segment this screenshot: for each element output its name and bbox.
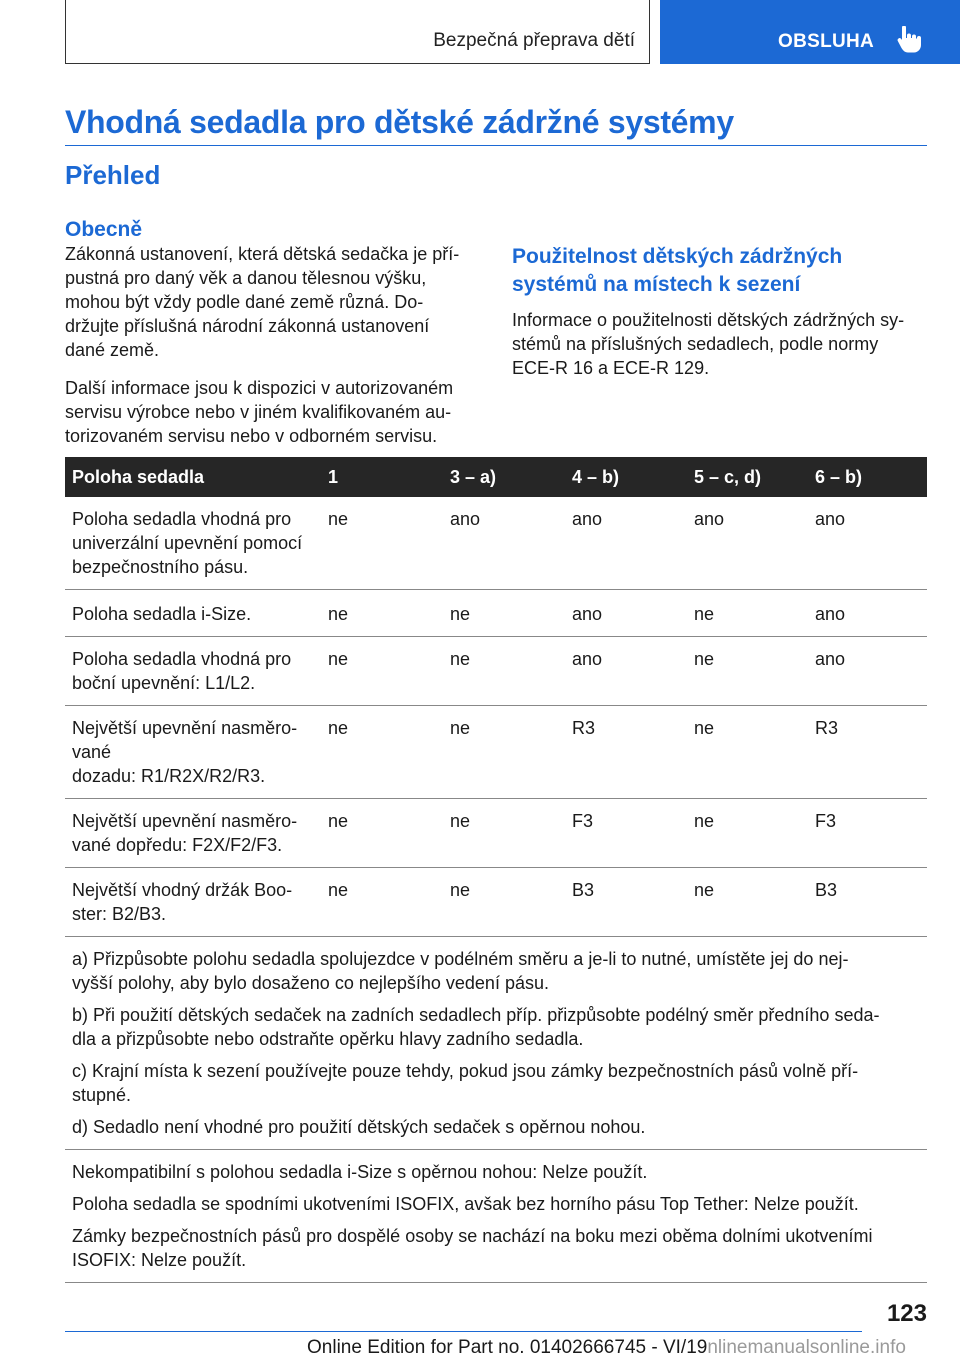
footnote: c) Krajní místa k sezení používejte pouze tehdy, pokud jsou zámky bezpečnostních pásů volně pří- stupné. — [72, 1061, 859, 1105]
table-cell: ano — [694, 509, 725, 529]
table-cell: ne — [328, 718, 349, 738]
note: Poloha sedadla se spodními ukotveními ISOFIX, avšak bez horního pásu Top Tether: Nelze použít. — [72, 1194, 859, 1214]
table-cell: ano — [815, 604, 846, 624]
table-row — [65, 706, 927, 799]
table-footnotes — [65, 937, 927, 1150]
table-cell: ne — [694, 811, 715, 831]
table-cell: B3 — [572, 880, 595, 900]
title-divider — [65, 145, 927, 146]
table-cell: ne — [328, 880, 349, 900]
table-row — [65, 868, 927, 937]
child-seat-table — [65, 457, 927, 1283]
page-title: Vhodná sedadla pro dětské zádržné systémy — [65, 104, 734, 140]
table-cell: B3 — [815, 880, 838, 900]
row-label: Poloha sedadla i-Size. — [72, 604, 252, 624]
row-label: Největší vhodný držák Boo- ster: B2/B3. — [72, 880, 293, 924]
table-cell: ne — [328, 509, 349, 529]
footnote: a) Přizpůsobte polohu sedadla spolujezdce v podélném směru a je-li to nutné, umístěte jej do nej- vyšší polohy, aby bylo dosaženo co nejlepšího vedení pásu. — [72, 949, 849, 993]
table-cell: ne — [694, 649, 715, 669]
table-cell: ne — [450, 604, 471, 624]
note: Zámky bezpečnostních pásů pro dospělé osoby se nachází na boku mezi oběma dolními ukotveními ISOFIX: Nelze použít. — [72, 1226, 873, 1270]
row-label: Největší upevnění nasměro- vané dopředu: F2X/F2/F3. — [72, 811, 298, 855]
usability-heading: Použitelnost dětských zádržných systémů na místech k sezení — [512, 245, 843, 296]
row-label: Poloha sedadla vhodná pro boční upevnění: L1/L2. — [72, 649, 292, 693]
table-row — [65, 799, 927, 868]
table-notes — [65, 1150, 927, 1283]
header-chapter-label: OBSLUHA — [778, 31, 875, 52]
table-header-cell: 1 — [328, 466, 339, 487]
table-cell: ano — [572, 649, 603, 669]
footnote: d) Sedadlo není vhodné pro použití dětských sedaček s opěrnou nohou. — [72, 1117, 646, 1137]
table-header-cell: 3 – a) — [450, 466, 497, 487]
table-header-cell: 6 – b) — [815, 466, 863, 487]
table-header-row — [65, 457, 927, 497]
general-heading: Obecně — [65, 218, 143, 241]
table-cell: ano — [572, 604, 603, 624]
table-cell: ne — [450, 649, 471, 669]
table-header-cell: 5 – c, d) — [694, 466, 762, 487]
pointing-hand-icon — [897, 26, 921, 54]
table-row — [65, 637, 927, 706]
table-cell: F3 — [815, 811, 837, 831]
footnote: b) Při použití dětských sedaček na zadních sedadlech příp. přizpůsobte podélný směr předního seda- dla a přizpůsobte nebo odstraňte opěrku hlavy zadního sedadla. — [72, 1005, 880, 1049]
table-cell: ano — [815, 509, 846, 529]
section-heading: Přehled — [65, 160, 161, 190]
table-cell: ne — [328, 604, 349, 624]
table-header-cell: 4 – b) — [572, 466, 620, 487]
table-cell: F3 — [572, 811, 594, 831]
header-section-label: Bezpečná přeprava dětí — [433, 30, 635, 51]
table-cell: R3 — [572, 718, 596, 738]
page-number: 123 — [886, 1300, 927, 1327]
table-row — [65, 497, 927, 590]
table-cell: ano — [450, 509, 481, 529]
table-cell: ne — [694, 718, 715, 738]
table-cell: ne — [328, 811, 349, 831]
table-header-cell: Poloha sedadla — [72, 466, 205, 487]
note: Nekompatibilní s polohou sedadla i-Size s opěrnou nohou: Nelze použít. — [72, 1162, 648, 1182]
table-cell: R3 — [815, 718, 839, 738]
table-cell: ne — [694, 880, 715, 900]
table-cell: ne — [450, 718, 471, 738]
row-label: Největší upevnění nasměro- vané dozadu: R1/R2X/R2/R3. — [72, 718, 298, 786]
table-cell: ano — [815, 649, 846, 669]
header-section-tab — [65, 0, 650, 64]
usability-paragraph: Informace o použitelnosti dětských zádržných sy- stémů na příslušných sedadlech, podle normy ECE-R 16 a ECE-R 129. — [512, 310, 905, 378]
table-cell: ne — [450, 880, 471, 900]
general-paragraph-1: Zákonná ustanovení, která dětská sedačka je pří- pustná pro daný věk a danou tělesnou výšku, mohou být vždy podle dané země různá. Do- držujte příslušná národní zákonná ustanovení dané země. — [65, 244, 460, 360]
row-label: Poloha sedadla vhodná pro univerzální upevnění pomocí bezpečnostního pásu. — [72, 509, 303, 577]
table-cell: ne — [450, 811, 471, 831]
table-cell: ne — [694, 604, 715, 624]
header-chapter-tab — [660, 0, 960, 64]
table-row — [65, 590, 927, 637]
footer-divider — [65, 1331, 862, 1332]
watermark: nlinemanualsonline.info — [707, 1337, 906, 1358]
table-cell: ano — [572, 509, 603, 529]
table-cell: ne — [328, 649, 349, 669]
general-paragraph-2: Další informace jsou k dispozici v autorizovaném servisu výrobce nebo v jiném kvalifikovaném au- torizovaném servisu nebo v odborném servisu. — [65, 378, 454, 446]
footer-edition: Online Edition for Part no. 01402666745 - VI/19nlinemanualsonline.info — [307, 1337, 906, 1358]
